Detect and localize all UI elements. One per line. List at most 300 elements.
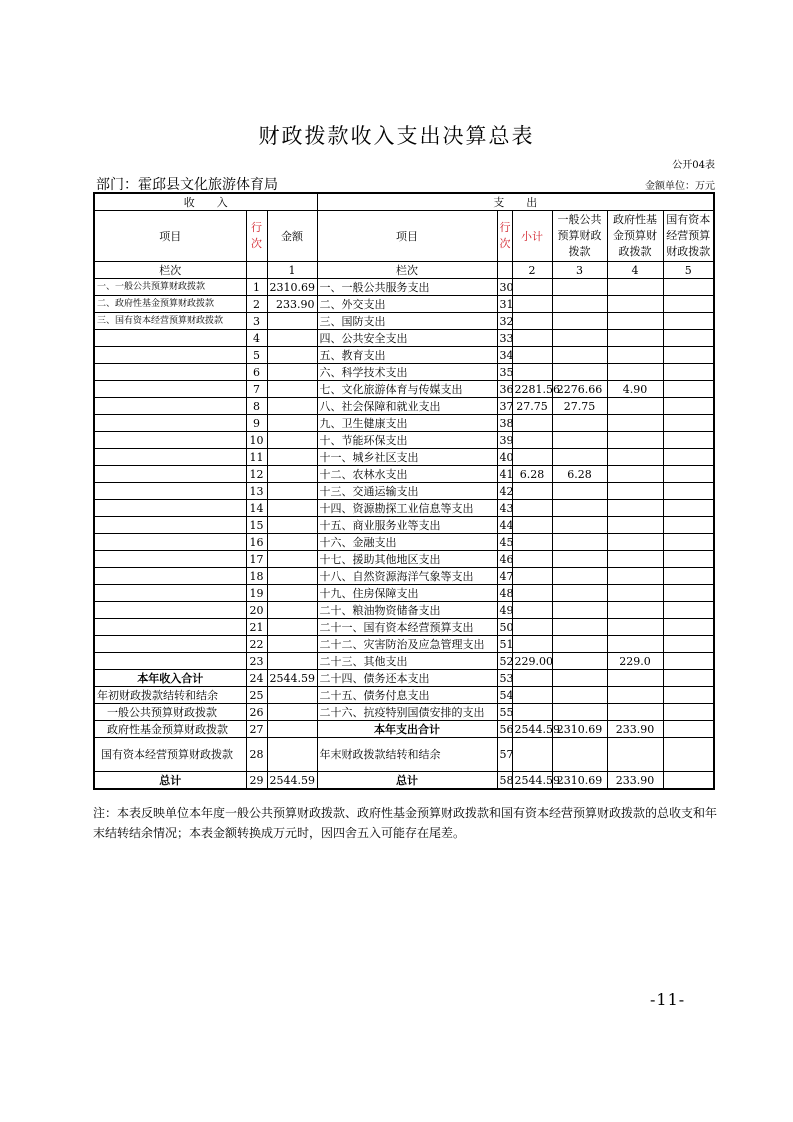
gov-fund-value	[607, 534, 663, 551]
income-item	[94, 347, 246, 364]
gov-fund-value: 229.0	[607, 653, 663, 670]
income-item	[94, 602, 246, 619]
state-capital-value	[663, 381, 714, 398]
expense-row-no: 34	[497, 347, 512, 364]
gov-fund-value	[607, 585, 663, 602]
expense-row-no: 45	[497, 534, 512, 551]
gov-fund-value	[607, 670, 663, 687]
expense-item: 二十一、国有资本经营预算支出	[317, 619, 497, 636]
income-item	[94, 466, 246, 483]
general-budget-value	[552, 619, 607, 636]
table-row	[94, 483, 714, 500]
expense-row-no: 31	[497, 296, 512, 313]
table-row	[94, 772, 714, 790]
subtotal-value	[512, 619, 552, 636]
income-item	[94, 619, 246, 636]
income-item-header: 项目	[94, 211, 246, 262]
income-row-no: 20	[246, 602, 267, 619]
income-header: 收 入	[94, 193, 317, 211]
state-capital-value	[663, 483, 714, 500]
income-row-no: 14	[246, 500, 267, 517]
col-number-4: 4	[607, 262, 663, 279]
expense-row-no: 55	[497, 704, 512, 721]
gov-fund-value	[607, 466, 663, 483]
table-row	[94, 636, 714, 653]
income-row-no: 23	[246, 653, 267, 670]
table-row	[94, 279, 714, 296]
state-capital-value	[663, 772, 714, 790]
general-budget-value	[552, 568, 607, 585]
income-row-no: 4	[246, 330, 267, 347]
subtotal-value	[512, 296, 552, 313]
state-capital-value	[663, 619, 714, 636]
income-item: 一般公共预算财政拨款	[94, 704, 246, 721]
income-amount	[267, 517, 317, 534]
income-row-no: 7	[246, 381, 267, 398]
income-item	[94, 585, 246, 602]
amount-header: 金额	[267, 211, 317, 262]
expense-item: 七、文化旅游体育与传媒支出	[317, 381, 497, 398]
income-row-no: 16	[246, 534, 267, 551]
income-amount	[267, 449, 317, 466]
subtotal-value	[512, 738, 552, 772]
subtotal-value: 2544.59	[512, 772, 552, 790]
expense-row-no: 32	[497, 313, 512, 330]
income-amount: 2310.69	[267, 279, 317, 296]
general-budget-value	[552, 602, 607, 619]
income-item	[94, 398, 246, 415]
expense-item: 九、卫生健康支出	[317, 415, 497, 432]
column-header-row	[94, 211, 714, 262]
income-row-no: 5	[246, 347, 267, 364]
income-amount	[267, 636, 317, 653]
income-amount	[267, 534, 317, 551]
table-row	[94, 551, 714, 568]
state-capital-value	[663, 636, 714, 653]
general-budget-value: 6.28	[552, 466, 607, 483]
expense-item: 十四、资源勘探工业信息等支出	[317, 500, 497, 517]
table-row	[94, 534, 714, 551]
table-row	[94, 398, 714, 415]
state-capital-value	[663, 500, 714, 517]
general-budget-header: 一般公共预算财政拨款	[552, 211, 607, 262]
expense-item: 十二、农林水支出	[317, 466, 497, 483]
state-capital-header: 国有资本经营预算财政拨款	[663, 211, 714, 262]
expense-item: 二十、粮油物资储备支出	[317, 602, 497, 619]
table-row	[94, 432, 714, 449]
subtotal-value: 6.28	[512, 466, 552, 483]
subtotal-value	[512, 449, 552, 466]
income-item	[94, 636, 246, 653]
expense-item: 二十二、灾害防治及应急管理支出	[317, 636, 497, 653]
gov-fund-value	[607, 636, 663, 653]
state-capital-value	[663, 364, 714, 381]
subtotal-value	[512, 704, 552, 721]
income-item	[94, 330, 246, 347]
income-amount	[267, 347, 317, 364]
income-row-no: 19	[246, 585, 267, 602]
expense-row-no: 51	[497, 636, 512, 653]
expense-item: 年末财政拨款结转和结余	[317, 738, 497, 772]
page-number: -11-	[650, 990, 686, 1009]
income-item: 总计	[94, 772, 246, 790]
income-item	[94, 500, 246, 517]
income-row-no: 18	[246, 568, 267, 585]
lanci-label: 栏次	[94, 262, 246, 279]
subtotal-value	[512, 279, 552, 296]
general-budget-value	[552, 534, 607, 551]
state-capital-value	[663, 704, 714, 721]
table-row	[94, 364, 714, 381]
income-row-no: 11	[246, 449, 267, 466]
income-item: 三、国有资本经营预算财政拨款	[94, 313, 246, 330]
expense-item-header: 项目	[317, 211, 497, 262]
expense-item: 四、公共安全支出	[317, 330, 497, 347]
general-budget-value	[552, 296, 607, 313]
expense-row-no: 41	[497, 466, 512, 483]
income-amount	[267, 602, 317, 619]
state-capital-value	[663, 738, 714, 772]
subtotal-value	[512, 330, 552, 347]
income-row-no: 1	[246, 279, 267, 296]
expense-item: 十八、自然资源海洋气象等支出	[317, 568, 497, 585]
expense-row-no: 40	[497, 449, 512, 466]
income-amount	[267, 483, 317, 500]
section-header-row	[94, 193, 714, 211]
state-capital-value	[663, 279, 714, 296]
subtotal-value	[512, 364, 552, 381]
expense-row-no: 54	[497, 687, 512, 704]
expense-item: 十、节能环保支出	[317, 432, 497, 449]
expense-row-no: 50	[497, 619, 512, 636]
gov-fund-value	[607, 568, 663, 585]
income-item: 年初财政拨款结转和结余	[94, 687, 246, 704]
table-row	[94, 619, 714, 636]
state-capital-value	[663, 398, 714, 415]
gov-fund-value	[607, 738, 663, 772]
income-amount	[267, 364, 317, 381]
table-row	[94, 653, 714, 670]
subtotal-value: 229.00	[512, 653, 552, 670]
general-budget-value	[552, 704, 607, 721]
gov-fund-value	[607, 449, 663, 466]
gov-fund-value	[607, 517, 663, 534]
expense-item: 十三、交通运输支出	[317, 483, 497, 500]
income-row-no: 22	[246, 636, 267, 653]
income-item	[94, 415, 246, 432]
budget-table	[93, 192, 715, 790]
income-amount: 2544.59	[267, 670, 317, 687]
subtotal-value	[512, 670, 552, 687]
expense-item: 十一、城乡社区支出	[317, 449, 497, 466]
general-budget-value	[552, 432, 607, 449]
state-capital-value	[663, 330, 714, 347]
state-capital-value	[663, 568, 714, 585]
income-item	[94, 534, 246, 551]
general-budget-value	[552, 551, 607, 568]
table-row	[94, 585, 714, 602]
income-item	[94, 381, 246, 398]
subtotal-value	[512, 687, 552, 704]
income-item	[94, 364, 246, 381]
income-item	[94, 432, 246, 449]
income-amount: 2544.59	[267, 772, 317, 790]
income-amount	[267, 687, 317, 704]
table-row	[94, 500, 714, 517]
income-amount	[267, 432, 317, 449]
income-row-no: 8	[246, 398, 267, 415]
income-amount	[267, 738, 317, 772]
gov-fund-value: 4.90	[607, 381, 663, 398]
income-item: 本年收入合计	[94, 670, 246, 687]
income-row-no: 13	[246, 483, 267, 500]
state-capital-value	[663, 585, 714, 602]
col-number-3: 3	[552, 262, 607, 279]
state-capital-value	[663, 551, 714, 568]
expense-item: 八、社会保障和就业支出	[317, 398, 497, 415]
expense-item: 十六、金融支出	[317, 534, 497, 551]
income-row-no: 9	[246, 415, 267, 432]
income-item: 一、一般公共预算财政拨款	[94, 279, 246, 296]
state-capital-value	[663, 347, 714, 364]
expense-item: 二十五、债务付息支出	[317, 687, 497, 704]
general-budget-value	[552, 279, 607, 296]
subtotal-value: 2544.59	[512, 721, 552, 738]
income-item: 国有资本经营预算财政拨款	[94, 738, 246, 772]
subtotal-value	[512, 500, 552, 517]
income-item	[94, 653, 246, 670]
income-amount	[267, 466, 317, 483]
expense-row-no: 47	[497, 568, 512, 585]
state-capital-value	[663, 415, 714, 432]
footnote: 注：本表反映单位本年度一般公共预算财政拨款、政府性基金预算财政拨款和国有资本经营预算财政拨款的总收支和年末结转结余情况；本表金额转换成万元时，因四舍五入可能存在尾差。	[93, 806, 718, 840]
subtotal-value	[512, 568, 552, 585]
state-capital-value	[663, 687, 714, 704]
gov-fund-value	[607, 551, 663, 568]
expense-row-no: 53	[497, 670, 512, 687]
table-row	[94, 381, 714, 398]
gov-fund-value	[607, 313, 663, 330]
subtotal-value	[512, 483, 552, 500]
table-row	[94, 330, 714, 347]
income-row-no: 15	[246, 517, 267, 534]
subtotal-value: 2281.56	[512, 381, 552, 398]
expense-row-no: 36	[497, 381, 512, 398]
expense-row-no: 42	[497, 483, 512, 500]
gov-fund-value: 233.90	[607, 721, 663, 738]
table-row	[94, 313, 714, 330]
state-capital-value	[663, 517, 714, 534]
income-row-no: 28	[246, 738, 267, 772]
general-budget-value	[552, 653, 607, 670]
income-amount	[267, 551, 317, 568]
income-amount: 233.90	[267, 296, 317, 313]
income-row-no-header: 行次	[246, 211, 267, 262]
general-budget-value	[552, 517, 607, 534]
gov-fund-header: 政府性基金预算财政拨款	[607, 211, 663, 262]
income-row-no: 17	[246, 551, 267, 568]
income-item	[94, 551, 246, 568]
col-number-2: 2	[512, 262, 552, 279]
income-amount	[267, 704, 317, 721]
table-row	[94, 687, 714, 704]
table-row	[94, 568, 714, 585]
state-capital-value	[663, 466, 714, 483]
subtotal-header: 小计	[512, 211, 552, 262]
expense-row-no: 39	[497, 432, 512, 449]
income-amount	[267, 653, 317, 670]
expense-row-no: 43	[497, 500, 512, 517]
lanci-label: 栏次	[317, 262, 497, 279]
expense-row-no: 35	[497, 364, 512, 381]
expense-item: 十五、商业服务业等支出	[317, 517, 497, 534]
expense-row-no: 58	[497, 772, 512, 790]
expense-item: 二十六、抗疫特别国债安排的支出	[317, 704, 497, 721]
income-amount	[267, 398, 317, 415]
income-item	[94, 517, 246, 534]
expense-row-no: 48	[497, 585, 512, 602]
income-row-no: 24	[246, 670, 267, 687]
state-capital-value	[663, 670, 714, 687]
income-item	[94, 449, 246, 466]
income-row-no: 21	[246, 619, 267, 636]
income-row-no: 6	[246, 364, 267, 381]
general-budget-value	[552, 313, 607, 330]
expense-item: 二、外交支出	[317, 296, 497, 313]
subtotal-value	[512, 602, 552, 619]
amount-unit: 金额单位：万元	[645, 181, 715, 192]
gov-fund-value	[607, 432, 663, 449]
general-budget-value	[552, 364, 607, 381]
expense-item: 本年支出合计	[317, 721, 497, 738]
table-row	[94, 721, 714, 738]
table-row	[94, 415, 714, 432]
income-row-no: 27	[246, 721, 267, 738]
gov-fund-value	[607, 602, 663, 619]
gov-fund-value	[607, 296, 663, 313]
subtotal-value	[512, 347, 552, 364]
income-row-no: 25	[246, 687, 267, 704]
table-row	[94, 670, 714, 687]
subtotal-value: 27.75	[512, 398, 552, 415]
state-capital-value	[663, 721, 714, 738]
expense-row-no: 30	[497, 279, 512, 296]
subtotal-value	[512, 551, 552, 568]
col-number-5: 5	[663, 262, 714, 279]
subtotal-value	[512, 432, 552, 449]
income-item: 二、政府性基金预算财政拨款	[94, 296, 246, 313]
general-budget-value	[552, 636, 607, 653]
general-budget-value: 2276.66	[552, 381, 607, 398]
income-item: 政府性基金预算财政拨款	[94, 721, 246, 738]
general-budget-value	[552, 500, 607, 517]
income-amount	[267, 500, 317, 517]
income-amount	[267, 585, 317, 602]
state-capital-value	[663, 534, 714, 551]
income-amount	[267, 330, 317, 347]
income-amount	[267, 313, 317, 330]
table-row	[94, 602, 714, 619]
general-budget-value: 2310.69	[552, 721, 607, 738]
gov-fund-value	[607, 364, 663, 381]
table-row	[94, 449, 714, 466]
page-title: 财政拨款收入支出决算总表	[258, 124, 535, 148]
general-budget-value	[552, 483, 607, 500]
gov-fund-value	[607, 330, 663, 347]
gov-fund-value	[607, 619, 663, 636]
gov-fund-value: 233.90	[607, 772, 663, 790]
general-budget-value: 27.75	[552, 398, 607, 415]
table-row	[94, 704, 714, 721]
table-row	[94, 738, 714, 772]
income-amount	[267, 415, 317, 432]
gov-fund-value	[607, 704, 663, 721]
expense-row-no: 52	[497, 653, 512, 670]
general-budget-value	[552, 347, 607, 364]
expense-row-no: 37	[497, 398, 512, 415]
expense-item: 六、科学技术支出	[317, 364, 497, 381]
gov-fund-value	[607, 398, 663, 415]
income-amount	[267, 381, 317, 398]
general-budget-value	[552, 415, 607, 432]
gov-fund-value	[607, 483, 663, 500]
income-item	[94, 483, 246, 500]
expense-header: 支 出	[317, 193, 714, 211]
expense-item: 三、国防支出	[317, 313, 497, 330]
gov-fund-value	[607, 347, 663, 364]
income-row-no: 10	[246, 432, 267, 449]
expense-item: 十九、住房保障支出	[317, 585, 497, 602]
form-number: 公开04表	[672, 160, 715, 171]
state-capital-value	[663, 449, 714, 466]
expense-row-no: 56	[497, 721, 512, 738]
column-number-row	[94, 262, 714, 279]
expense-row-no: 46	[497, 551, 512, 568]
col-number-1: 1	[267, 262, 317, 279]
income-row-no: 12	[246, 466, 267, 483]
state-capital-value	[663, 653, 714, 670]
expense-row-no-header: 行次	[497, 211, 512, 262]
income-row-no: 26	[246, 704, 267, 721]
state-capital-value	[663, 296, 714, 313]
table-row	[94, 296, 714, 313]
table-row	[94, 347, 714, 364]
general-budget-value	[552, 670, 607, 687]
state-capital-value	[663, 602, 714, 619]
general-budget-value	[552, 687, 607, 704]
income-amount	[267, 568, 317, 585]
general-budget-value	[552, 738, 607, 772]
expense-item: 二十三、其他支出	[317, 653, 497, 670]
general-budget-value	[552, 449, 607, 466]
expense-item: 二十四、债务还本支出	[317, 670, 497, 687]
income-amount	[267, 721, 317, 738]
expense-row-no: 49	[497, 602, 512, 619]
general-budget-value	[552, 330, 607, 347]
expense-row-no: 33	[497, 330, 512, 347]
subtotal-value	[512, 534, 552, 551]
subtotal-value	[512, 313, 552, 330]
expense-item: 五、教育支出	[317, 347, 497, 364]
expense-item: 总计	[317, 772, 497, 790]
general-budget-value: 2310.69	[552, 772, 607, 790]
table-row	[94, 517, 714, 534]
subtotal-value	[512, 636, 552, 653]
income-row-no: 29	[246, 772, 267, 790]
gov-fund-value	[607, 415, 663, 432]
income-row-no: 2	[246, 296, 267, 313]
income-item	[94, 568, 246, 585]
